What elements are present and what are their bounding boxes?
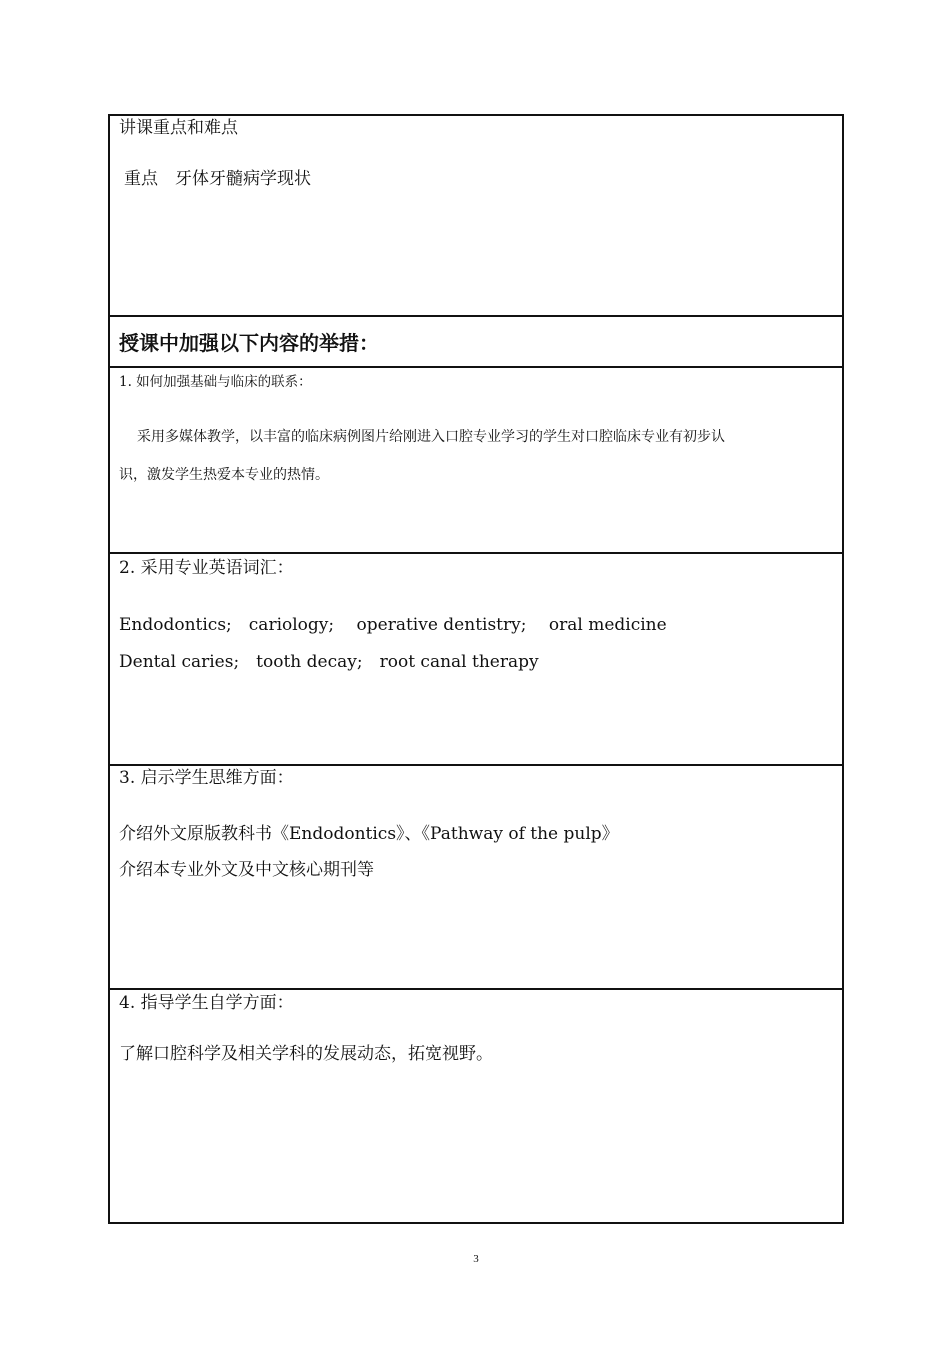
self-study-line-1: 了解口腔科学及相关学科的发展动态，拓宽视野。 — [119, 1044, 493, 1064]
english-vocab-line-2: Dental caries; tooth decay; root canal therapy — [119, 652, 539, 672]
thinking-line-2: 介绍本专业外文及中文核心期刊等 — [119, 860, 374, 880]
thinking-label: 3. 启示学生思维方面： — [119, 768, 294, 788]
self-study-label: 4. 指导学生自学方面： — [119, 993, 294, 1013]
basic-clinical-line-2: 识，激发学生热爱本专业的热情。 — [119, 467, 329, 483]
self-study-section — [110, 988, 842, 1224]
basic-clinical-label: 1. 如何加强基础与临床的联系： — [119, 374, 312, 390]
english-vocab-line-1: Endodontics; cariology; operative dentistry; oral medicine — [119, 615, 667, 635]
key-points-section — [110, 116, 842, 315]
basic-clinical-section — [110, 366, 842, 552]
thinking-line-1: 介绍外文原版教科书《Endodontics》、《Pathway of the pulp》 — [119, 824, 619, 844]
key-points-title: 讲课重点和难点 — [119, 118, 238, 138]
english-vocab-label: 2. 采用专业英语词汇： — [119, 558, 294, 578]
measures-heading-section — [110, 315, 842, 366]
lesson-plan-table — [108, 114, 844, 1224]
page-number: 3 — [473, 1253, 479, 1265]
thinking-section — [110, 764, 842, 988]
english-vocab-section — [110, 552, 842, 764]
measures-heading: 授课中加强以下内容的举措： — [119, 331, 379, 355]
key-points-line: 重点 牙体牙髓病学现状 — [124, 169, 311, 189]
basic-clinical-line-1: 采用多媒体教学，以丰富的临床病例图片给刚进入口腔专业学习的学生对口腔临床专业有初步认 — [137, 429, 725, 445]
